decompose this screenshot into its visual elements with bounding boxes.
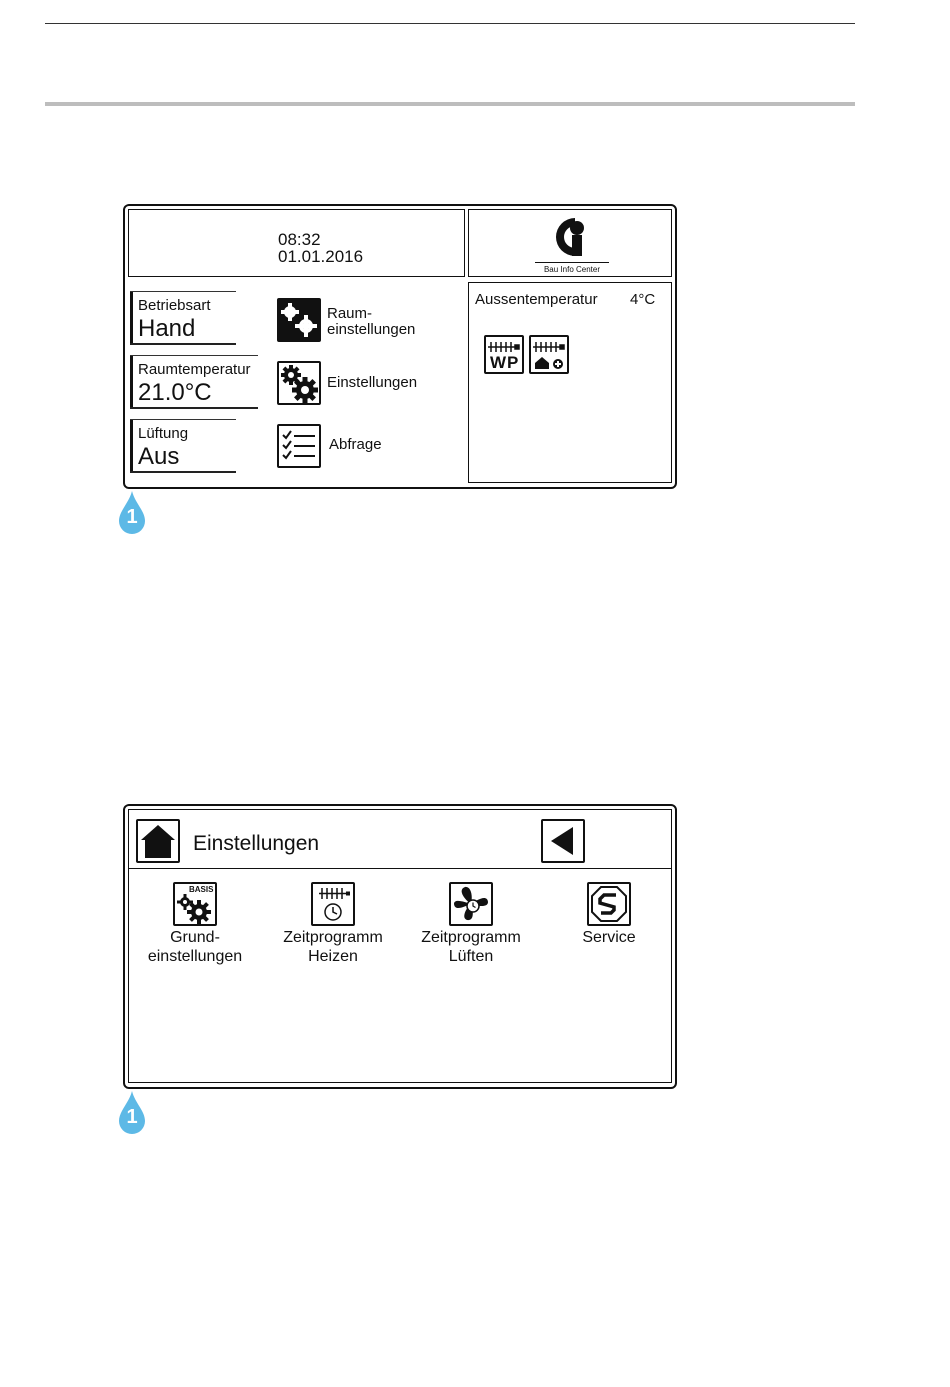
heating-schedule-icon	[311, 882, 355, 926]
logo-panel	[468, 209, 672, 277]
tile-zeitprogramm-heizen[interactable]	[268, 882, 398, 972]
status-lueftung[interactable]	[130, 419, 236, 473]
menu-label: Raum- einstellungen	[327, 305, 416, 338]
menu-label: Einstellungen	[327, 374, 418, 391]
back-arrow-icon	[543, 821, 583, 861]
status-label: Lüftung	[138, 425, 189, 442]
menu-label: Abfrage	[329, 436, 382, 453]
house-heating-icon	[529, 335, 569, 374]
marker-1-bottom-label: 1	[126, 1106, 138, 1128]
settings-screen	[123, 804, 677, 1089]
status-raumtemperatur[interactable]	[130, 355, 258, 409]
tile-label: Service	[582, 929, 636, 946]
logo-underline	[535, 262, 609, 263]
back-button[interactable]	[541, 819, 585, 863]
tile-service[interactable]	[544, 882, 674, 972]
home-button[interactable]	[136, 819, 180, 863]
status-label: Raumtemperatur	[138, 361, 251, 378]
tile-zeitprogramm-lueften[interactable]	[406, 882, 536, 972]
outside-temp-label: Aussentemperatur	[475, 291, 598, 308]
clock-time: 08:32	[278, 230, 321, 249]
status-value: Hand	[138, 315, 196, 342]
status-value: Aus	[138, 443, 180, 470]
section-rule	[45, 102, 855, 106]
clock-date: 01.01.2016	[278, 247, 364, 266]
checklist-icon	[277, 424, 321, 468]
page-title: Einstellungen	[193, 832, 320, 855]
datetime-panel	[128, 209, 465, 277]
ventilation-schedule-icon	[449, 882, 493, 926]
tile-label: Zeitprogramm Lüften	[421, 929, 521, 965]
outside-panel	[468, 282, 672, 483]
heat-pump-text: WP	[490, 353, 520, 372]
header-rule	[45, 23, 855, 24]
basic-settings-icon	[173, 882, 217, 926]
home-screen	[123, 204, 677, 489]
service-icon	[587, 882, 631, 926]
room-settings-icon	[277, 298, 321, 342]
tile-label: Grund- einstellungen	[147, 929, 243, 965]
header-divider	[129, 868, 672, 869]
tile-label: Zeitprogramm Heizen	[283, 929, 383, 965]
status-value: 21.0°C	[138, 379, 212, 406]
menu-item-abfrage[interactable]	[277, 424, 457, 468]
gears-icon	[277, 361, 321, 405]
menu-item-einstellungen[interactable]	[277, 361, 457, 405]
status-betriebsart[interactable]	[130, 291, 236, 345]
marker-1-top-label: 1	[126, 506, 138, 528]
home-icon	[138, 821, 178, 861]
bau-info-center-logo	[545, 214, 597, 258]
heat-pump-icon	[484, 335, 524, 374]
status-label: Betriebsart	[138, 297, 211, 314]
menu-item-raumeinstellungen[interactable]	[277, 298, 457, 342]
outside-temp-value: 4°C	[630, 291, 656, 308]
basis-badge: BASIS	[189, 885, 214, 894]
logo-text: Bau Info Center	[543, 265, 601, 274]
tile-grundeinstellungen[interactable]	[130, 882, 260, 972]
